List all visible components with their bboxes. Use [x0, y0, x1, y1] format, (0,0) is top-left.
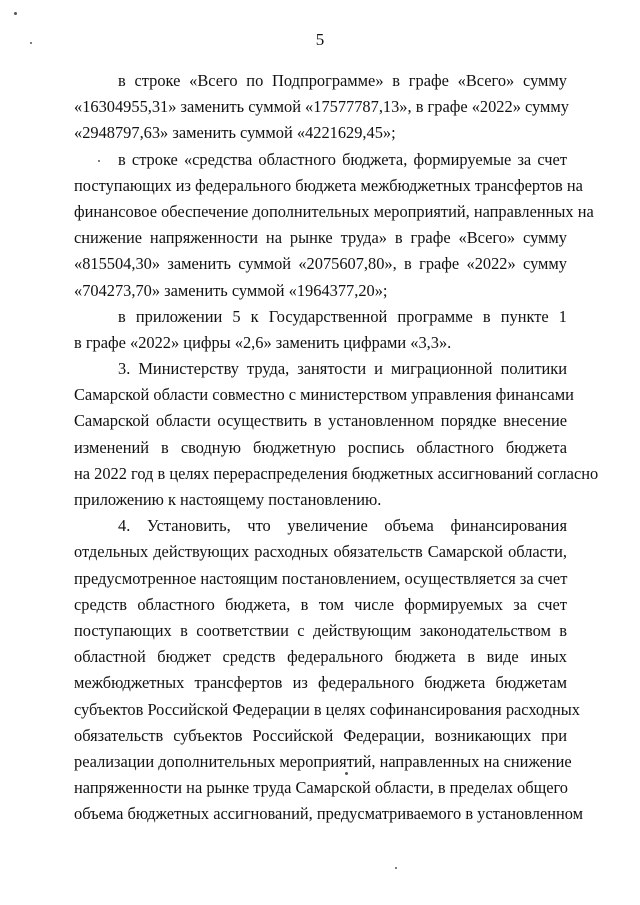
text-line: 3. Министерству труда, занятости и миграционной политики [118, 359, 567, 379]
text-line: финансовое обеспечение дополнительных мероприятий, направленных на [74, 201, 594, 221]
text-line: «16304955,31» заменить суммой «17577787,13», в графе «2022» сумму [74, 97, 569, 117]
page-number: 5 [315, 30, 325, 49]
text-line: поступающих в соответствии с действующим законодательством в [74, 620, 567, 640]
text-line: в строке «Всего по Подпрограмме» в графе «Всего» сумму [118, 71, 567, 90]
text-line: приложению к настоящему постановлению. [74, 490, 382, 509]
text-line: реализации дополнительных мероприятий, направленных на снижение [74, 751, 572, 771]
document-body [74, 68, 599, 827]
text-line: «2948797,63» заменить суммой «4221629,45»; [74, 123, 396, 143]
text-line: «815504,30» заменить суммой «2075607,80», в графе «2022» сумму [74, 254, 567, 274]
text-line: областной бюджет средств федерального бюджета в виде иных [74, 647, 567, 667]
paragraph-appendix-5 [74, 304, 567, 356]
text-line: Самарской области совместно с министерством управления финансами [74, 385, 574, 405]
text-line: предусмотренное настоящим постановлением, осуществляется за счет [74, 568, 568, 588]
paragraph-item-3 [74, 356, 599, 513]
text-line: в графе «2022» цифры «2,6» заменить цифрами «3,3». [74, 332, 452, 352]
paragraph-regional-budget [74, 147, 594, 304]
scan-speck [395, 867, 397, 869]
text-line: в приложении 5 к Государственной программе в пункте 1 [118, 306, 567, 326]
text-line: снижение напряженности на рынке труда» в графе «Всего» сумму [74, 228, 567, 248]
paragraph-item-4 [74, 513, 584, 827]
text-line: объема бюджетных ассигнований, предусматриваемого в установленном [74, 804, 584, 824]
text-line: изменений в сводную бюджетную роспись областного бюджета [74, 437, 567, 457]
scan-speck [98, 160, 100, 162]
text-line: субъектов Российской Федерации в целях софинансирования расходных [74, 699, 580, 719]
text-line: поступающих из федерального бюджета межбюджетных трансфертов на [74, 175, 583, 195]
paragraph-subprogram-total [74, 68, 567, 147]
scan-speck [14, 12, 17, 15]
text-line: напряженности на рынке труда Самарской области, в пределах общего [74, 778, 568, 798]
text-line: 4. Установить, что увеличение объема финансирования [118, 516, 567, 536]
text-line: межбюджетных трансфертов из федерального бюджета бюджетам [74, 673, 567, 693]
scan-speck [345, 772, 348, 775]
text-line: на 2022 год в целях перераспределения бюджетных ассигнований согласно [74, 463, 599, 483]
text-line: Самарской области осуществить в установленном порядке внесение [74, 411, 567, 431]
scan-speck [30, 42, 32, 44]
text-line: средств областного бюджета, в том числе формируемых за счет [74, 594, 567, 614]
text-line: в строке «средства областного бюджета, формируемые за счет [118, 149, 567, 169]
text-line: «704273,70» заменить суммой «1964377,20»; [74, 280, 388, 300]
text-line: обязательств субъектов Российской Федерации, возникающих при [74, 725, 567, 745]
text-line: отдельных действующих расходных обязательств Самарской области, [74, 542, 567, 562]
